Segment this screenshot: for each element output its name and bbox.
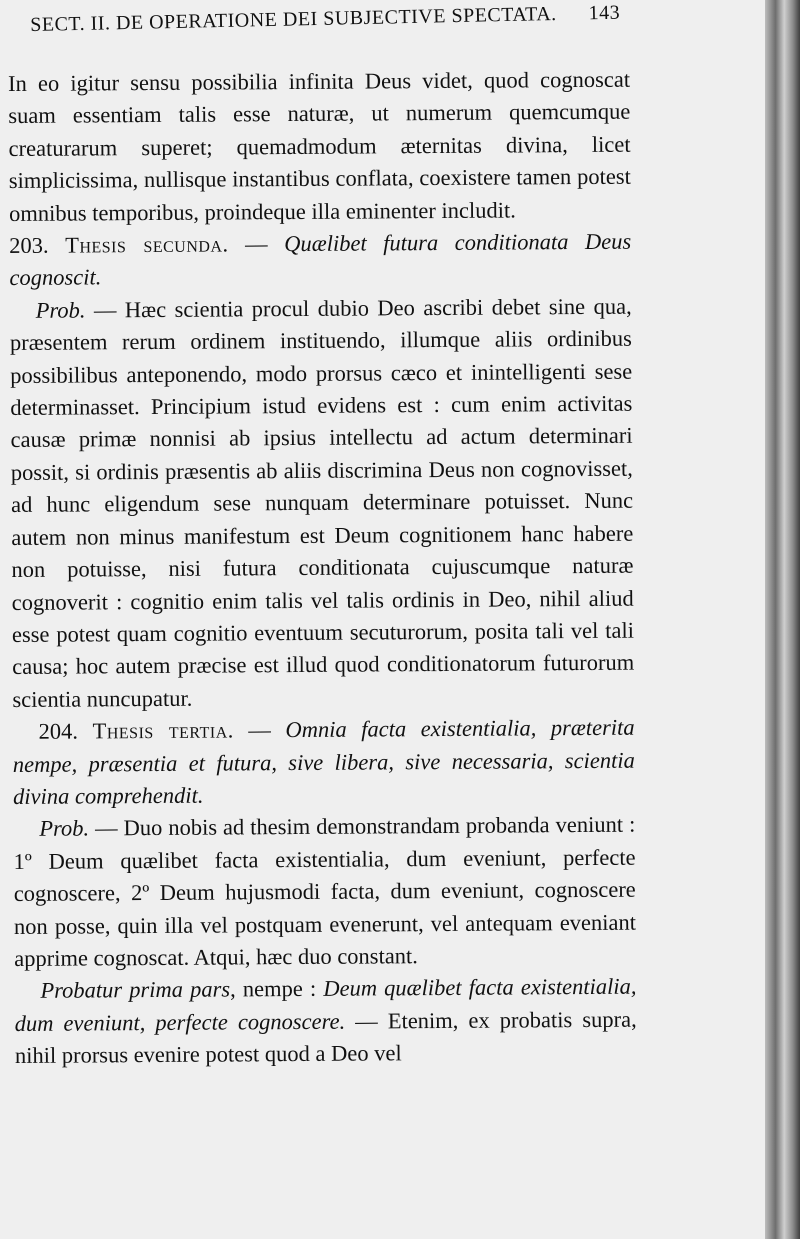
thesis-203-heading: [9, 226, 631, 295]
prima-pars-paragraph: [14, 971, 637, 1073]
thesis-203-statement: Quælibet futura conditionata Deus cognoscit.: [9, 228, 632, 291]
proof-203: [10, 290, 635, 716]
thesis-204-heading: [13, 712, 636, 814]
page-number: 143: [588, 1, 621, 25]
thesis-203-number: 203.: [9, 232, 49, 259]
proof-203-text: — Hæc scientia procul dubio Deo ascribi debet sine qua, præsentem rerum ordinem instituendo, illumque aliis ordinibus possibilibus anteponendo, modo prorsus cæco et inintelligenti sese determinasset. Principium istud evidens est : cum enim activitas causæ primæ nonnisi ab ipsius intellectu ad actum determinari possit, si ordinis præsentis ab aliis discrimina Deus non cognovisset, ad hunc eligendum sese nunquam determinare potuisset. Nunc autem non minus manifestum est Deum cognitionem hanc habere non potuisse, nisi futura conditionata cujuscumque naturæ cognoverit : cognitio enim talis vel talis ordinis in Deo, nihil aliud esse potest quam cognitio eventuum secuturorum, posita tali vel tali causa; hoc autem præcise est illud quod conditionatorum futurorum scientia nuncupatur.: [9, 293, 635, 712]
body-text: [8, 64, 637, 1073]
paragraph-intro: In eo igitur sensu possibilia infinita Deus videt, quod cognoscat suam essentiam talis esse naturæ, ut numerum quemcumque creaturarum superet; quemadmodum æternitas divina, licet simplicissima, nullisque instantibus conflata, coexistere tamen potest omnibus temporibus, proindeque illa eminenter includit.: [8, 66, 631, 226]
prima-pars-mid: , nempe :: [230, 976, 324, 1002]
proof-203-label: Prob.: [35, 297, 86, 323]
thesis-203-title: Thesis secunda.: [65, 231, 229, 258]
proof-204-text: — Duo nobis ad thesim demonstrandam probanda veniunt : 1º Deum quælibet facta existentialia, dum eveniunt, perfecte cognoscere, 2º Deum hujusmodi facta, dum eveniunt, cognoscere non posse, quin illa vel postquam evenerunt, vel antequam eveniant apprime cognoscat. Atqui, hæc duo constant.: [13, 811, 637, 971]
running-header: [30, 2, 620, 37]
thesis-204-dash: —: [233, 717, 286, 743]
prima-pars-label: Probatur prima pars: [40, 976, 231, 1004]
running-title: SECT. II. DE OPERATIONE DEI SUBJECTIVE SPECTATA.: [30, 2, 557, 36]
prima-pars-statement: Deum quælibet facta existentialia, dum eveniunt, perfecte cognoscere.: [14, 974, 637, 1036]
thesis-204-number: 204.: [38, 718, 79, 744]
book-gutter: [765, 0, 800, 1239]
thesis-204-statement: Omnia facta existentialia, præterita nempe, præsentia et futura, sive libera, sive necessaria, scientia divina comprehendit.: [12, 714, 635, 809]
thesis-203-dash: —: [228, 231, 285, 257]
proof-204-label: Prob.: [39, 815, 90, 842]
proof-204: [13, 809, 636, 975]
prima-pars-text: — Etenim, ex probatis supra, nihil prorsus evenire potest quod a Deo vel: [14, 1006, 637, 1069]
thesis-204-title: Thesis tertia.: [92, 717, 234, 744]
